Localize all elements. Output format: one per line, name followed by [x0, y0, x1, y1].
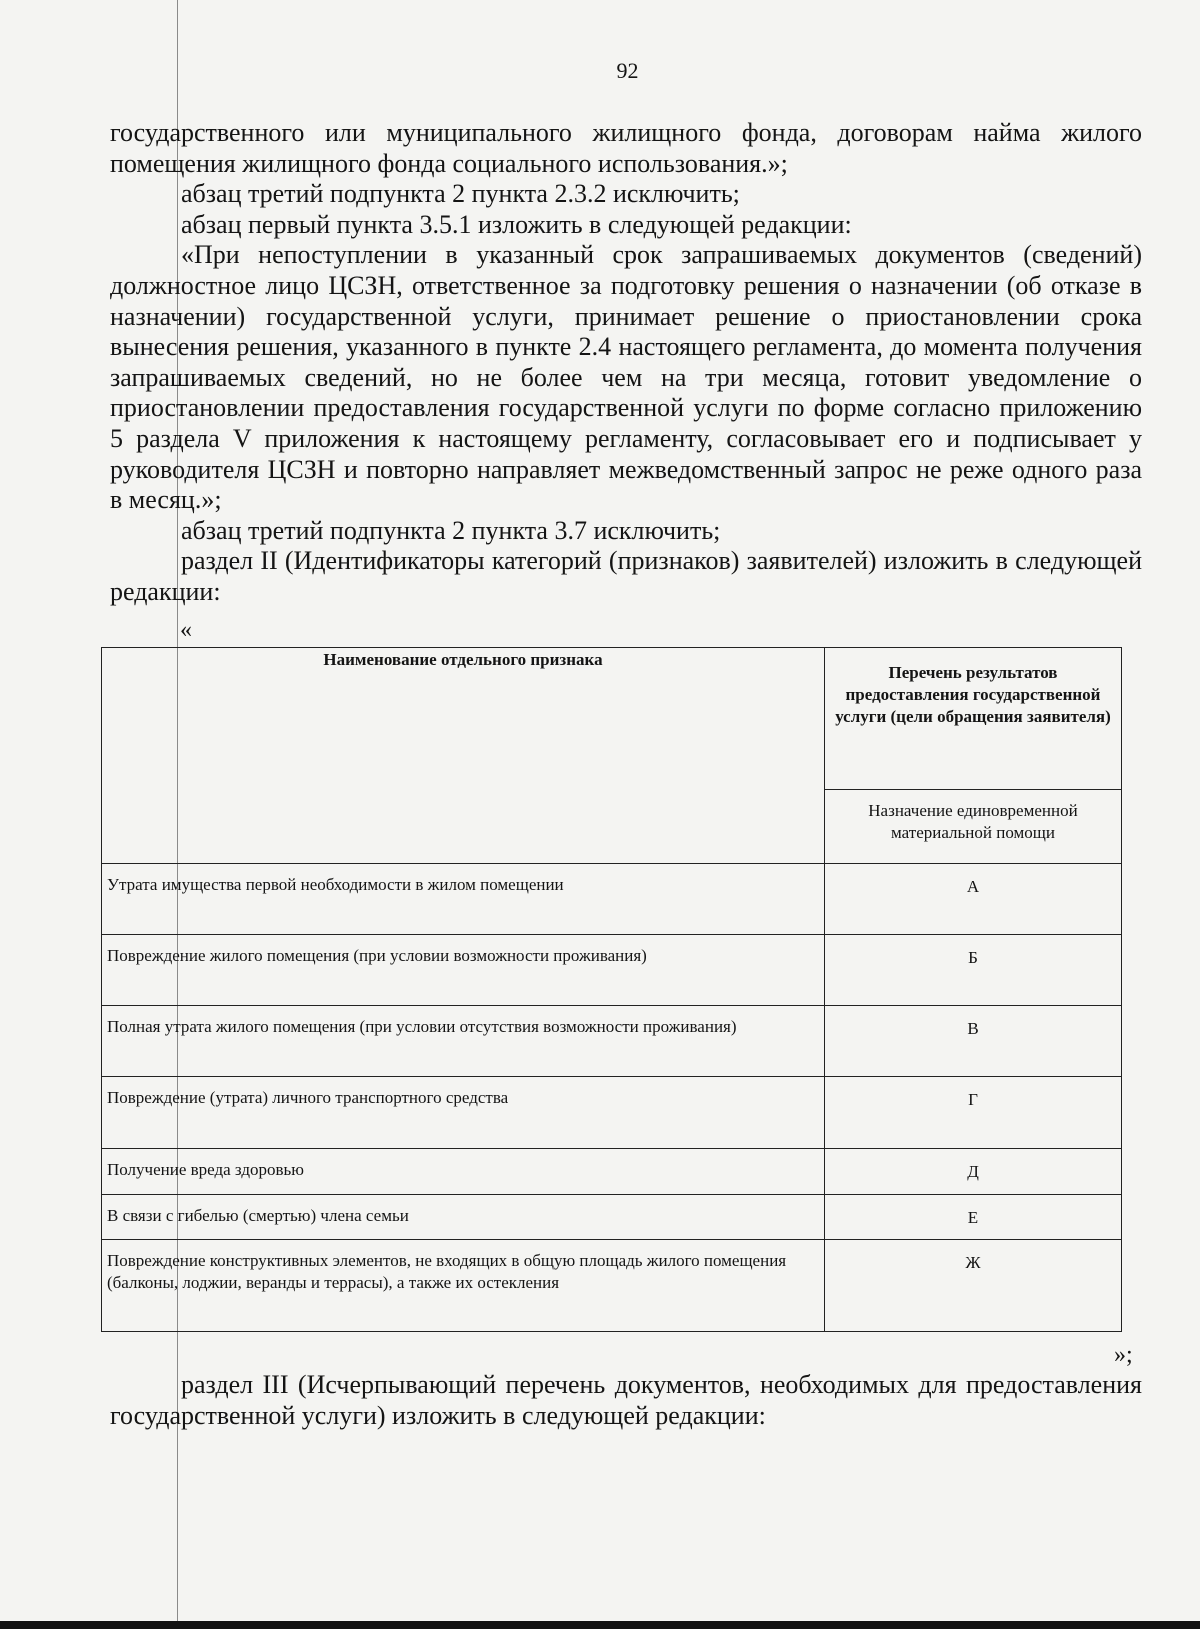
table-row [102, 1240, 1122, 1332]
table-row [102, 1149, 1122, 1195]
paragraph-quoted-text: «При непоступлении в указанный срок запрашиваемых документов (сведений) должностное лицо ЦСЗН, ответственное за подготовку решения о назначении (об отказе в назначении) государственной услуги, принимает решение о приостановлении срока вынесения решения, указанного в пункте 2.4 настоящего регламента, до момента получения запрашиваемых сведений, но не более чем на три месяца, готовит уведомление о приостановлении предоставления государственной услуги по форме согласно приложению 5 раздела V приложения к настоящему регламенту, согласовывает его и подписывает у руководителя ЦСЗН и повторно направляет межведомственный запрос не реже одного раза в месяц.»; [110, 240, 1142, 515]
top-text-block [110, 118, 1142, 608]
row-name: В связи с гибелью (смертью) члена семьи [102, 1195, 825, 1240]
row-code: Д [825, 1149, 1122, 1195]
table-row [102, 935, 1122, 1006]
table-row [102, 1077, 1122, 1149]
row-name: Полная утрата жилого помещения (при условии отсутствия возможности проживания) [102, 1006, 825, 1077]
header-results-cell: Перечень результатов предоставления государственной услуги (цели обращения заявителя) [825, 648, 1122, 790]
paragraph-amendment-2: абзац первый пункта 3.5.1 изложить в следующей редакции: [181, 209, 852, 239]
header-name-cell: Наименование отдельного признака [102, 648, 825, 864]
row-code: Г [825, 1077, 1122, 1149]
row-name: Повреждение (утрата) личного транспортного средства [102, 1077, 825, 1149]
scan-bottom-edge [0, 1621, 1200, 1629]
header-sub-cell: Назначение единовременной материальной помощи [825, 790, 1122, 864]
row-code: Ж [825, 1240, 1122, 1332]
row-code: В [825, 1006, 1122, 1077]
bottom-text-block [110, 1370, 1142, 1431]
row-code: Б [825, 935, 1122, 1006]
row-name: Утрата имущества первой необходимости в жилом помещении [102, 864, 825, 935]
paragraph-amendment-4: раздел II (Идентификаторы категорий (признаков) заявителей) изложить в следующей редакции: [110, 546, 1142, 606]
row-name: Получение вреда здоровью [102, 1149, 825, 1195]
categories-table [101, 647, 1122, 1332]
paragraph-amendment-1: абзац третий подпункта 2 пункта 2.3.2 исключить; [181, 179, 740, 209]
page-number: 92 [616, 58, 639, 83]
table-row [102, 1006, 1122, 1077]
paragraph-amendment-5: раздел III (Исчерпывающий перечень документов, необходимых для предоставления государственной услуги) изложить в следующей редакции: [110, 1370, 1142, 1430]
table-row [102, 864, 1122, 935]
row-code: А [825, 864, 1122, 935]
table-close-quote: »; [1114, 1342, 1133, 1368]
table-open-quote: « [180, 617, 192, 643]
paragraph-amendment-3: абзац третий подпункта 2 пункта 3.7 исключить; [181, 515, 721, 545]
table-row [102, 1195, 1122, 1240]
paragraph-continuation: государственного или муниципального жилищного фонда, договорам найма жилого помещения жилищного фонда социального использования.»; [110, 118, 1142, 178]
row-name: Повреждение конструктивных элементов, не входящих в общую площадь жилого помещения (балконы, лоджии, веранды и террасы), а также их остекления [102, 1240, 825, 1332]
row-code: Е [825, 1195, 1122, 1240]
table-header-row [102, 648, 1122, 790]
row-name: Повреждение жилого помещения (при условии возможности проживания) [102, 935, 825, 1006]
